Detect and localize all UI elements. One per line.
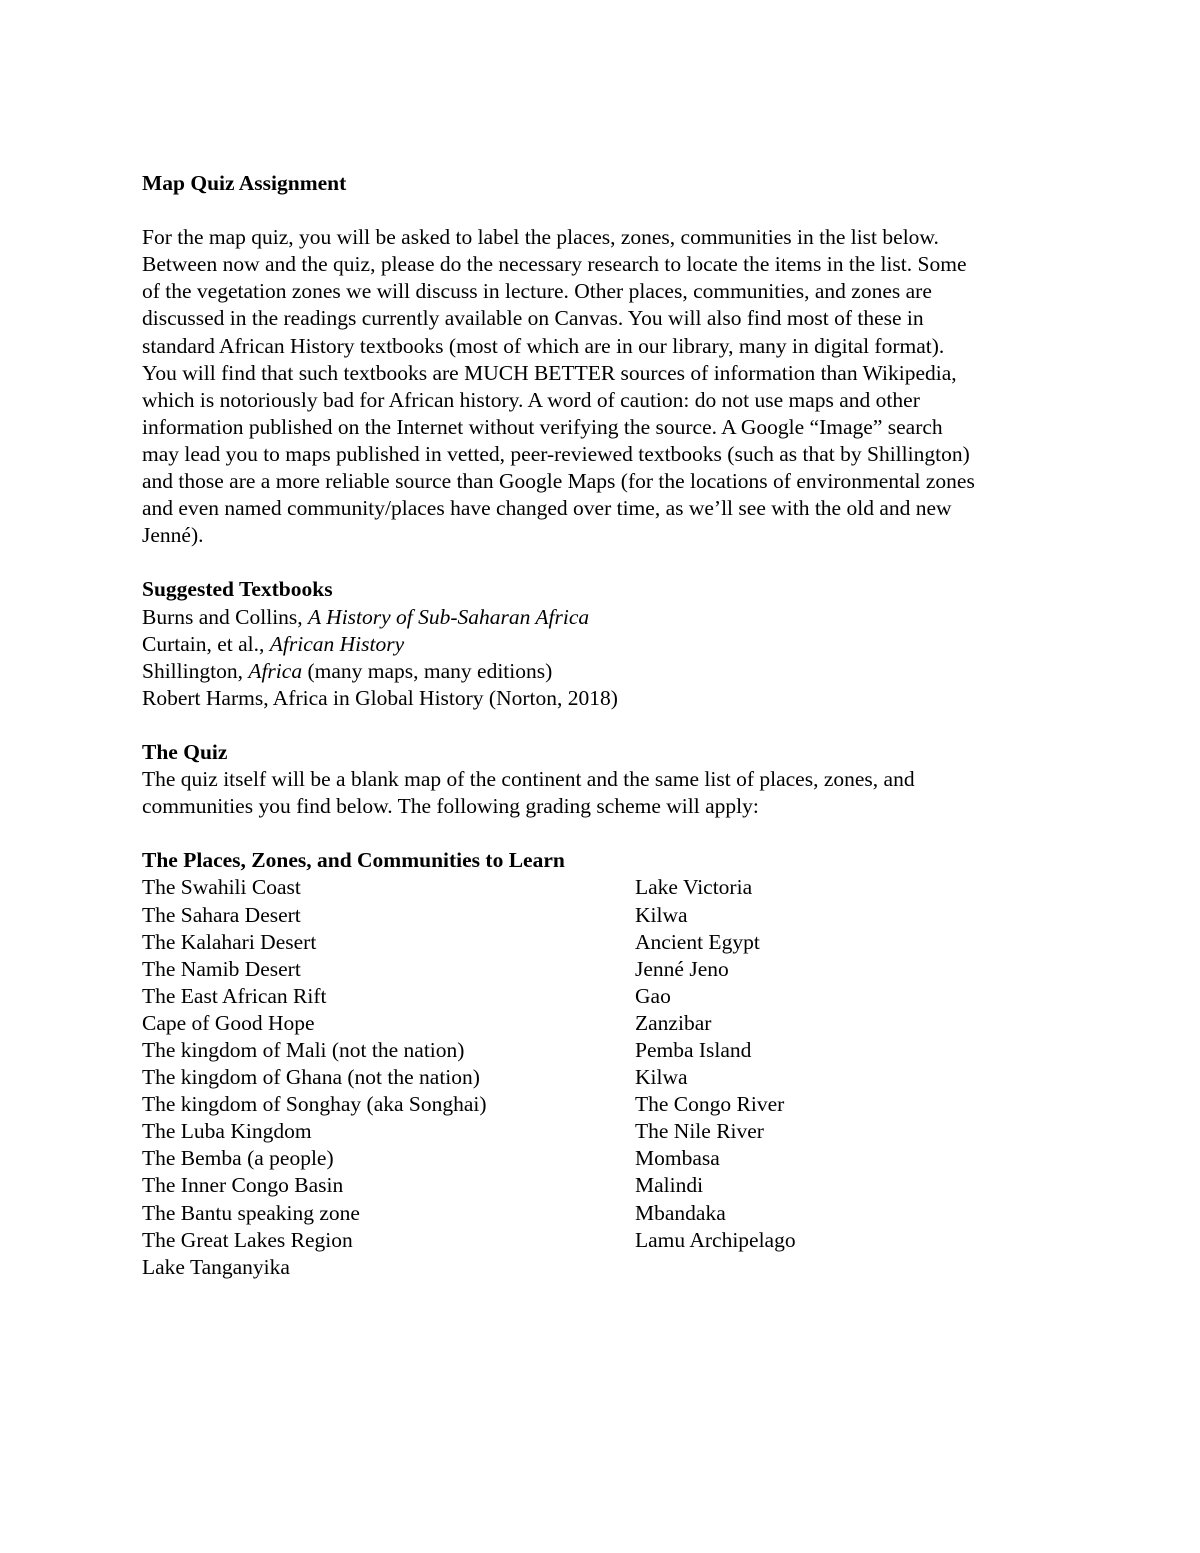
place-item: The Kalahari Desert <box>142 929 317 954</box>
place-item: The Nile River <box>635 1119 764 1144</box>
quiz-paragraph <box>142 766 1062 820</box>
place-item: The kingdom of Songhay (aka Songhai) <box>142 1092 487 1117</box>
intro-line: may lead you to maps published in vetted, peer-reviewed textbooks (such as that by Shillington) <box>142 441 970 466</box>
textbook-entry <box>142 658 1062 685</box>
place-item: The Great Lakes Region <box>142 1227 353 1252</box>
place-item <box>635 1254 1035 1281</box>
place-item: Lake Tanganyika <box>142 1254 290 1279</box>
textbook-entry <box>142 604 1062 631</box>
places-list <box>142 874 1062 1280</box>
intro-line: standard African History textbooks (most of which are in our library, many in digital format). <box>142 333 945 358</box>
textbook-entry <box>142 631 1062 658</box>
place-item: The Inner Congo Basin <box>142 1173 344 1198</box>
textbook-author: Burns and Collins, <box>142 604 309 629</box>
place-item: The Bemba (a people) <box>142 1146 334 1171</box>
place-item: The Bantu speaking zone <box>142 1200 360 1225</box>
place-item: Lamu Archipelago <box>635 1227 796 1252</box>
place-item: The Luba Kingdom <box>142 1119 312 1144</box>
place-item: Mombasa <box>635 1146 720 1171</box>
place-item: Cape of Good Hope <box>142 1010 315 1035</box>
place-item: Mbandaka <box>635 1200 726 1225</box>
quiz-line: The quiz itself will be a blank map of the continent and the same list of places, zones, and <box>142 767 915 792</box>
document-title: Map Quiz Assignment <box>142 171 347 195</box>
place-item: Kilwa <box>635 1065 688 1090</box>
textbook-title: A History of Sub-Saharan Africa <box>308 604 590 629</box>
spacer <box>142 549 1062 576</box>
place-item: Gao <box>635 983 671 1008</box>
intro-line: Between now and the quiz, please do the necessary research to locate the items in the list. Some <box>142 252 967 277</box>
intro-line: discussed in the readings currently available on Canvas. You will also find most of these in <box>142 306 924 331</box>
intro-paragraph <box>142 224 1062 549</box>
place-item: The Swahili Coast <box>142 875 301 900</box>
intro-line: Jenné). <box>142 523 204 548</box>
spacer <box>142 712 1062 739</box>
intro-line: and even named community/places have changed over time, as we’ll see with the old and new <box>142 496 952 521</box>
place-item: Zanzibar <box>635 1010 712 1035</box>
intro-line: which is notoriously bad for African history. A word of caution: do not use maps and other <box>142 387 920 412</box>
quiz-heading: The Quiz <box>142 739 228 764</box>
intro-line: You will find that such textbooks are MUCH BETTER sources of information than Wikipedia, <box>142 360 957 385</box>
textbook-author: Robert Harms, Africa in Global History (Norton, 2018) <box>142 685 618 710</box>
intro-line: of the vegetation zones we will discuss in lecture. Other places, communities, and zones are <box>142 279 932 304</box>
place-item: The Namib Desert <box>142 956 301 981</box>
place-item: The East African Rift <box>142 983 327 1008</box>
place-item: Pemba Island <box>635 1038 752 1062</box>
textbook-title: African History <box>269 631 405 656</box>
place-item: Kilwa <box>635 902 688 927</box>
textbook-entry <box>142 685 1062 712</box>
place-item: Malindi <box>635 1173 704 1198</box>
place-item: The kingdom of Mali (not the nation) <box>142 1038 465 1062</box>
textbook-note: (many maps, many editions) <box>302 658 553 683</box>
textbook-list <box>142 604 1062 712</box>
spacer <box>142 820 1062 847</box>
intro-line: information published on the Internet without verifying the source. A Google “Image” search <box>142 414 943 439</box>
place-item: Lake Victoria <box>635 875 753 900</box>
spacer <box>142 197 1062 224</box>
places-heading: The Places, Zones, and Communities to Learn <box>142 848 565 873</box>
place-item: The Congo River <box>635 1092 785 1117</box>
quiz-line: communities you find below. The following grading scheme will apply: <box>142 794 759 819</box>
textbook-author: Shillington, <box>142 658 249 683</box>
place-item: The kingdom of Ghana (not the nation) <box>142 1065 480 1090</box>
textbook-author: Curtain, et al., <box>142 631 270 656</box>
place-item: Jenné Jeno <box>635 956 729 981</box>
textbook-title: Africa <box>248 658 303 683</box>
document-page <box>142 170 1062 1281</box>
textbooks-heading: Suggested Textbooks <box>142 577 333 602</box>
place-item: Ancient Egypt <box>635 929 760 954</box>
intro-line: For the map quiz, you will be asked to label the places, zones, communities in the list below. <box>142 225 939 250</box>
place-item: The Sahara Desert <box>142 902 301 927</box>
intro-line: and those are a more reliable source than Google Maps (for the locations of environmental zones <box>142 469 975 494</box>
